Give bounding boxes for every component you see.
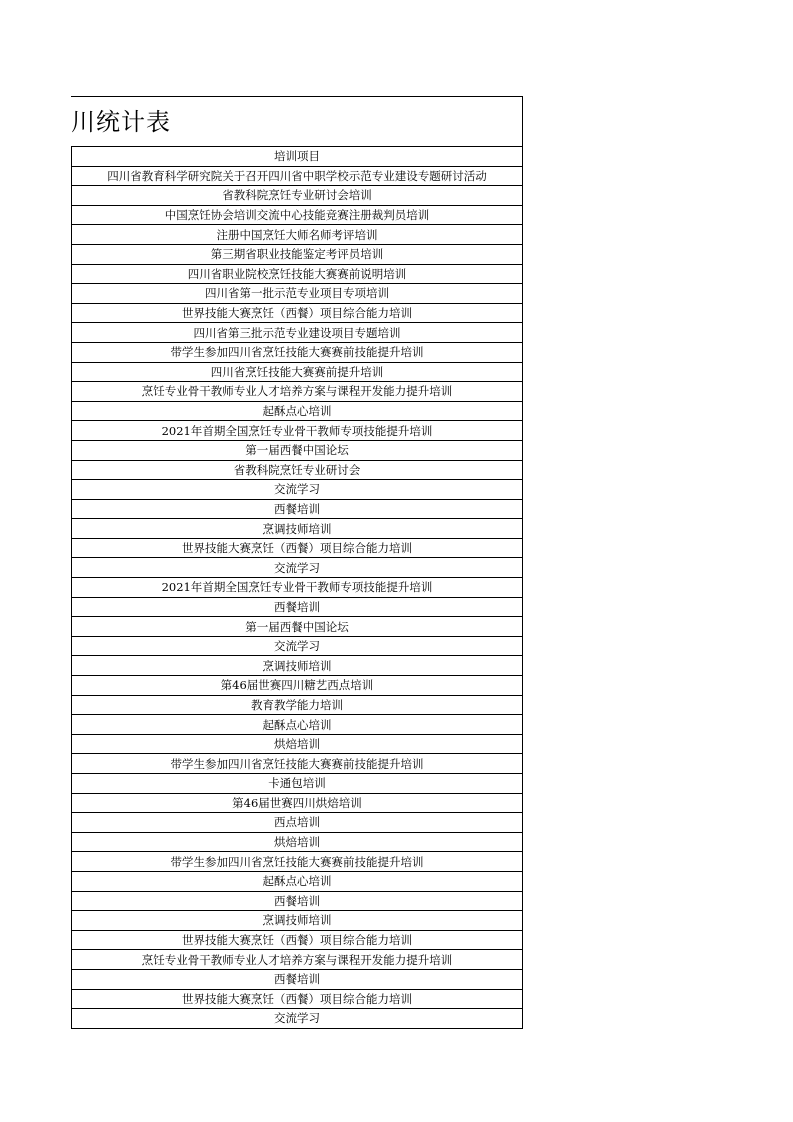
table-cell: 西餐培训 [72,597,523,617]
table-row [72,244,523,264]
table-cell: 第46届世赛四川糖艺西点培训 [72,676,523,696]
table-row [72,715,523,735]
table-row [72,695,523,715]
table-row [72,950,523,970]
table-cell: 西餐培训 [72,499,523,519]
table-row [72,969,523,989]
table-row [72,342,523,362]
table-row [72,676,523,696]
table-cell: 四川省烹饪技能大赛赛前提升培训 [72,362,523,382]
table-cell: 西餐培训 [72,891,523,911]
table-cell: 烹饪专业骨干教师专业人才培养方案与课程开发能力提升培训 [72,382,523,402]
table-row [72,264,523,284]
table-cell: 四川省职业院校烹饪技能大赛赛前说明培训 [72,264,523,284]
table-cell: 交流学习 [72,636,523,656]
table-row [72,911,523,931]
table-row [72,636,523,656]
table-cell: 第三期省职业技能鉴定考评员培训 [72,244,523,264]
table-cell: 起酥点心培训 [72,871,523,891]
table-row [72,421,523,441]
table-cell: 中国烹饪协会培训交流中心技能竞赛注册裁判员培训 [72,205,523,225]
table-row [72,578,523,598]
table-cell: 2021年首期全国烹饪专业骨干教师专项技能提升培训 [72,578,523,598]
table-cell: 带学生参加四川省烹饪技能大赛赛前技能提升培训 [72,342,523,362]
table-cell: 世界技能大赛烹饪（西餐）项目综合能力培训 [72,989,523,1009]
table-row [72,734,523,754]
table-cell: 西点培训 [72,813,523,833]
table-cell: 烘焙培训 [72,734,523,754]
table-row [72,656,523,676]
table-row [72,754,523,774]
table-row [72,186,523,206]
table-cell: 带学生参加四川省烹饪技能大赛赛前技能提升培训 [72,754,523,774]
table-row [72,832,523,852]
header-row [72,147,523,167]
table-cell: 世界技能大赛烹饪（西餐）项目综合能力培训 [72,930,523,950]
table-cell: 第一届西餐中国论坛 [72,440,523,460]
table-cell: 卡通包培训 [72,774,523,794]
title-cell [71,96,523,146]
table-row [72,401,523,421]
table-cell: 注册中国烹饪大师名师考评培训 [72,225,523,245]
table-cell: 烹调技师培训 [72,656,523,676]
table-row [72,362,523,382]
table-row [72,303,523,323]
table-cell: 交流学习 [72,1009,523,1029]
table-cell: 教育教学能力培训 [72,695,523,715]
table-row [72,225,523,245]
page-title: 川统计表 [71,108,171,136]
table-row [72,774,523,794]
table-cell: 省教科院烹饪专业研讨会 [72,460,523,480]
table-row [72,871,523,891]
table-cell: 带学生参加四川省烹饪技能大赛赛前技能提升培训 [72,852,523,872]
table-row [72,852,523,872]
table-row [72,499,523,519]
table-cell: 四川省第一批示范专业项目专项培训 [72,284,523,304]
table-row [72,1009,523,1029]
table-row [72,205,523,225]
table-cell: 四川省教育科学研究院关于召开四川省中职学校示范专业建设专题研讨活动 [72,166,523,186]
training-table [71,146,523,1029]
table-row [72,382,523,402]
table-row [72,284,523,304]
table-row [72,813,523,833]
table-cell: 起酥点心培训 [72,715,523,735]
table-cell: 交流学习 [72,558,523,578]
spreadsheet [71,96,523,1029]
column-header: 培训项目 [72,147,523,167]
table-cell: 世界技能大赛烹饪（西餐）项目综合能力培训 [72,303,523,323]
table-row [72,480,523,500]
table-cell: 烹调技师培训 [72,519,523,539]
table-row [72,989,523,1009]
table-cell: 第一届西餐中国论坛 [72,617,523,637]
table-cell: 起酥点心培训 [72,401,523,421]
table-row [72,930,523,950]
table-row [72,166,523,186]
table-row [72,617,523,637]
table-cell: 2021年首期全国烹饪专业骨干教师专项技能提升培训 [72,421,523,441]
table-cell: 烹饪专业骨干教师专业人才培养方案与课程开发能力提升培训 [72,950,523,970]
table-row [72,460,523,480]
table-cell: 西餐培训 [72,969,523,989]
table-cell: 交流学习 [72,480,523,500]
table-row [72,558,523,578]
table-cell: 世界技能大赛烹饪（西餐）项目综合能力培训 [72,538,523,558]
table-row [72,597,523,617]
table-row [72,519,523,539]
table-row [72,793,523,813]
table-row [72,323,523,343]
table-cell: 烹调技师培训 [72,911,523,931]
table-row [72,891,523,911]
table-cell: 第46届世赛四川烘焙培训 [72,793,523,813]
table-cell: 烘焙培训 [72,832,523,852]
table-body [72,147,523,1029]
table-cell: 四川省第三批示范专业建设项目专题培训 [72,323,523,343]
table-cell: 省教科院烹饪专业研讨会培训 [72,186,523,206]
table-row [72,538,523,558]
table-row [72,440,523,460]
